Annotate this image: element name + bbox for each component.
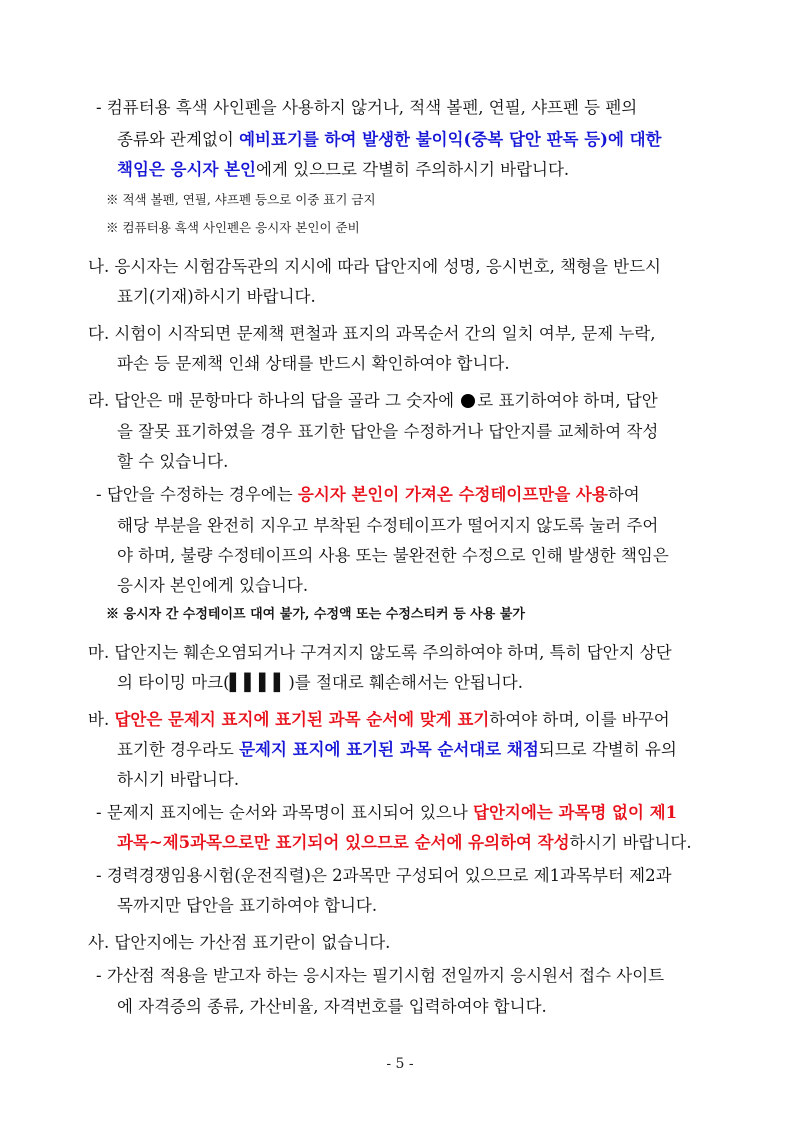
text-segment: - 경력경쟁임용시험(운전직렬)은 2과목만 구성되어 있으므로 제1과목부터 제2과 (96, 866, 672, 885)
text-line (117, 673, 523, 693)
text-segment: - 답안을 수정하는 경우에는 (96, 485, 298, 504)
note-line (106, 190, 376, 210)
text-line (117, 354, 510, 374)
text-line (117, 546, 669, 566)
text-line (96, 966, 664, 986)
text-segment: - 문제지 표지에는 순서와 과목명이 표시되어 있으나 (96, 803, 474, 822)
text-segment: 하여 (607, 485, 640, 504)
text-line (88, 391, 658, 411)
text-segment: 하시기 바랍니다. (117, 770, 240, 789)
filled-circle-icon (461, 394, 475, 408)
text-segment: ※ 응시자 간 수정테이프 대여 불가, 수정액 또는 수정스티커 등 사용 불가 (106, 607, 525, 622)
timing-mark-icon: ▌▌▌▌ (229, 673, 289, 692)
text-segment: 표기(기재)하시기 바랍니다. (117, 287, 316, 306)
text-line (88, 710, 670, 730)
text-segment: 할 수 있습니다. (117, 452, 229, 471)
text-segment: 사. 답안지에는 가산점 표기란이 없습니다. (88, 933, 391, 952)
text-segment: 파손 등 문제책 인쇄 상태를 반드시 확인하여야 합니다. (117, 354, 510, 373)
note-line (106, 605, 525, 625)
text-segment: 하나의 답을 골라 (257, 391, 380, 410)
text-line (88, 933, 390, 953)
text-line (88, 257, 661, 277)
text-segment: 문제지 표지에 표기된 과목 순서대로 채점 (239, 740, 539, 759)
text-line (96, 803, 677, 823)
text-line (88, 643, 672, 663)
text-segment: 응시자 본인이 가져온 수정테이프만을 사용 (297, 485, 608, 504)
text-segment: 마. 답안지는 훼손오염되거나 구겨지지 않도록 주의하여야 하며, 특히 답안지 상단 (88, 643, 672, 662)
text-line (117, 740, 677, 760)
text-segment: 답안은 문제지 표지에 표기된 과목 순서에 맞게 표기 (114, 710, 490, 729)
text-line (88, 324, 656, 344)
text-segment: 바. (88, 710, 115, 729)
text-segment: ※ 컴퓨터용 흑색 사인펜은 응시자 본인이 준비 (106, 220, 360, 235)
text-line (117, 576, 308, 596)
text-segment: 종류와 관계없이 (117, 130, 240, 149)
text-line (117, 160, 569, 180)
text-segment: 가산점 적용을 받고자 하는 응시자는 필기시험 전일까지 응시원서 접수 사이트 (106, 966, 665, 985)
text-segment: 그 숫자에 (379, 391, 460, 410)
text-segment: 컴퓨터용 흑색 사인펜을 사용하지 않거나, 적색 볼펜, 연필, 샤프펜 등 펜의 (106, 98, 638, 117)
text-segment: 해당 부분을 완전히 지우고 부착된 수정테이프가 떨어지지 않도록 눌러 주어 (117, 516, 659, 535)
text-line (96, 866, 672, 886)
text-line (117, 516, 658, 536)
text-segment: )를 절대로 훼손해서는 안됩니다. (288, 673, 523, 692)
text-line (117, 422, 658, 442)
text-segment: 에게 있으므로 각별히 주의하시기 바랍니다. (256, 160, 570, 179)
text-line (117, 896, 377, 916)
text-line (117, 770, 239, 790)
text-segment: 하여야 하며, 이를 바꾸어 (489, 710, 670, 729)
text-line (117, 997, 547, 1017)
text-segment: 에 자격증의 종류, 가산비율, 자격번호를 입력 (117, 997, 441, 1016)
text-line (117, 452, 228, 472)
text-segment: 로 표기하여야 하며, (477, 391, 626, 410)
text-segment: 야 하며, 불량 수정테이프의 사용 또는 불완전한 수정으로 인해 발생한 책임은 (117, 546, 669, 565)
text-line (117, 130, 662, 150)
text-line (117, 287, 316, 307)
text-segment: 을 잘못 표기하였을 경우 표기한 답안을 수정하거나 답안지를 교체하여 작성 (117, 422, 659, 441)
note-line (106, 218, 360, 238)
text-segment: - (96, 98, 107, 117)
page-number: - 5 - (386, 1056, 414, 1072)
text-segment: 의 타이밍 마크( (117, 673, 230, 692)
text-segment: 예비표기를 하여 발생한 불이익(중복 답안 판독 등)에 대한 (239, 130, 662, 149)
text-line (96, 485, 640, 505)
text-segment: ※ 적색 볼펜, 연필, 샤프펜 등으로 이중 표기 금지 (106, 192, 376, 207)
text-segment: 응시자 본인에게 있습니다. (117, 576, 309, 595)
text-segment: 라. 답안은 매 문항마다 (88, 391, 258, 410)
text-line (117, 833, 692, 853)
text-segment: 책임은 응시자 본인 (117, 160, 257, 179)
text-segment: 하여야 합니다. (440, 997, 547, 1016)
text-segment: - (96, 966, 107, 985)
text-segment: 목까지만 답안을 표기하여야 합니다. (117, 896, 378, 915)
text-segment: 답안 (625, 391, 658, 410)
text-segment: 다. 시험이 시작되면 문제책 편철과 표지의 과목순서 간의 일치 여부, 문제 누락, (88, 324, 656, 343)
text-segment: 하시기 바랍니다. (569, 833, 692, 852)
text-line (96, 98, 637, 118)
text-segment: 나. 응시자는 시험감독관의 지시에 따라 답안지에 성명, 응시번호, 책형을 반드시 (88, 257, 661, 276)
text-segment: 답안지에는 과목명 없이 제1 (473, 803, 678, 822)
text-segment: 되므로 각별히 유의 (538, 740, 677, 759)
text-segment: 표기한 경우라도 (117, 740, 240, 759)
text-segment: 과목~제5과목으로만 표기되어 있으므로 순서에 유의하여 작성 (117, 833, 570, 852)
